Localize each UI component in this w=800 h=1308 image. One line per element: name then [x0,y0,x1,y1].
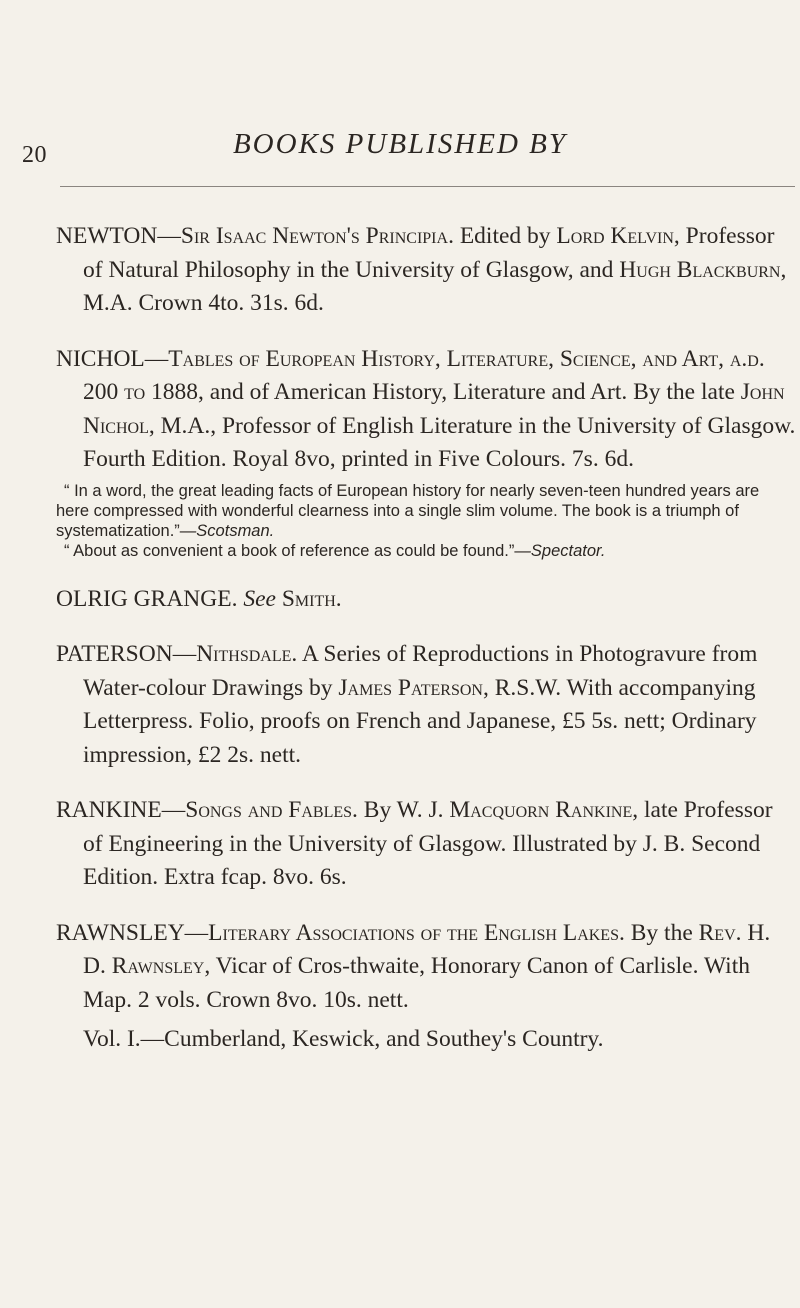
entry-text: By W. J. [357,797,450,823]
entry-text: R.S.W. With accompanying Letterpress. Folio, proofs on French and Japanese, £5 5s. nett; Ordinary impression, £2 2s. nett. [83,674,757,768]
entry-name: James Paterson, [338,674,489,701]
entry-newton [56,220,796,321]
entry-author: OLRIG GRANGE. [56,585,238,612]
entry-title: —Tables of European History, Literature, Science, and Art, a.d. 200 to 1888, [83,345,765,405]
entry-rawnsley [56,917,796,1018]
catalogue-list [56,220,796,1080]
entry-name: Smith. [281,585,342,612]
entry-title: —Sir Isaac Newton's Principia. [157,223,454,249]
entry-name: Rev. H. D. Rawnsley, [83,919,771,979]
page-number: 20 [22,142,47,168]
entry-author: NEWTON [56,223,158,249]
header-rule [60,186,795,187]
entry-text: A Series of Reproductions in Photogravure from Water-colour Drawings by [83,641,758,701]
entry-author: NICHOL [56,345,145,372]
entry-name: Hugh Blackburn, [619,256,787,283]
entry-name: Lord Kelvin, [556,223,680,249]
entry-author: RANKINE [56,797,162,823]
entry-name: Macquorn Rankine, [449,797,639,823]
entry-text: Professor of Natural Philosophy in the University of Glasgow, and [83,223,775,283]
entry-olrig-grange [56,583,796,617]
entry-title: —Songs and Fables. [161,797,358,823]
press-quote: “ In a word, the great leading facts of European history for nearly seven-teen hundred years are here compressed with wonderful clearness into a single slim volume. The book is a triumph of systematization.”—Scotsman. [56,481,760,540]
entry-text: and of American History, Literature and Art. By the late [203,379,741,405]
volume-note: Vol. I.—Cumberland, Keswick, and Southey's Country. [83,1026,604,1052]
entry-text: late Professor of Engineering in the University of Glasgow. Illustrated by J. B. Second Edition. Extra fcap. 8vo. 6s. [83,797,773,890]
entry-name: John Nichol, [83,379,785,439]
entry-author: PATERSON [56,641,173,667]
entry-title: —Literary Associations of the English Lakes. [184,919,625,946]
quote-source: Spectator. [530,541,606,560]
entry-rankine [56,794,796,895]
entry-text: Edited by [453,223,557,249]
quote-source: Scotsman. [196,521,275,540]
entry-text: Vicar of Cros-thwaite, Honorary Canon of Carlisle. With Map. 2 vols. Crown 8vo. 10s. nett. [83,953,750,1013]
running-head: BOOKS PUBLISHED BY [232,128,568,160]
entry-title: —Nithsdale. [172,641,298,667]
entry-text: By the [624,919,699,946]
entry-text: M.A. Crown 4to. 31s. 6d. [83,290,324,316]
entry-author: RAWNSLEY [56,919,185,946]
press-quotes [56,481,796,561]
entry-nichol [56,343,796,477]
see-reference: See [243,585,276,612]
entry-paterson [56,638,796,772]
press-quote: “ About as convenient a book of reference as could be found.”—Spectator. [64,541,606,560]
entry-text: M.A., Professor of English Literature in the University of Glasgow. Fourth Edition. Royal 8vo, printed in Five Colours. 7s. 6d. [83,412,796,472]
